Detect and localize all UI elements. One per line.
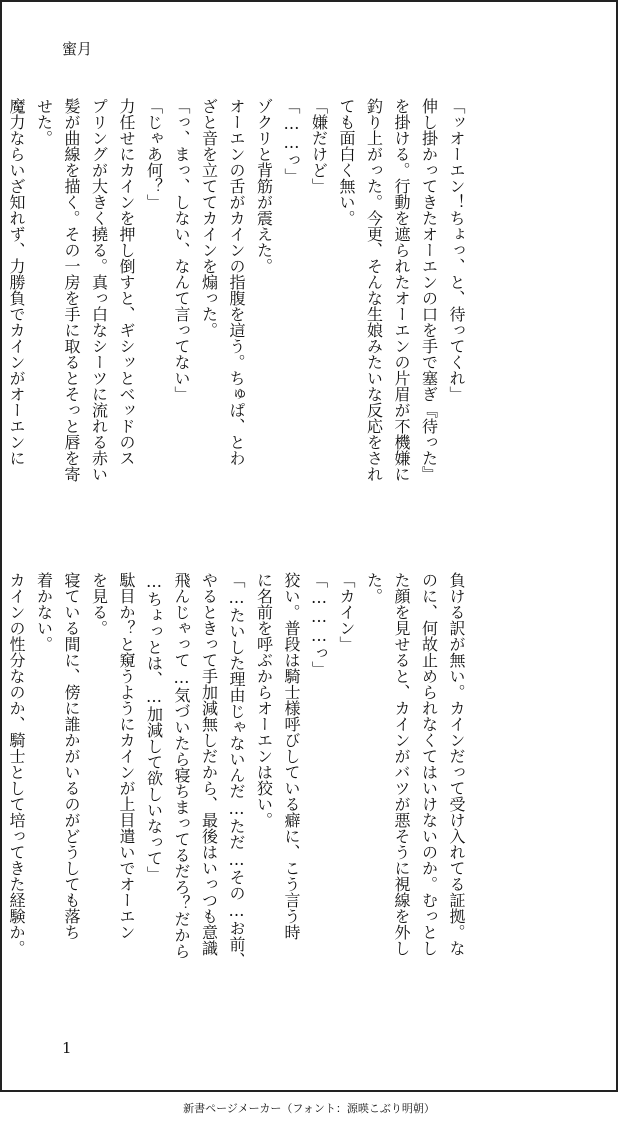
text-line: 「ッオーエン！ちょっ、と、待ってくれ」	[447, 98, 466, 402]
text-line: 「……っ」	[282, 98, 301, 184]
text-line: 「じゃあ何？」	[144, 98, 164, 210]
text-line: 「カイン」	[337, 572, 356, 652]
text-line: 力任せにカインを押し倒すと、ギシッとベッドのス	[117, 98, 136, 466]
text-line: 「………っ」	[309, 572, 329, 677]
text-line: ざと音を立ててカインを煽った。	[199, 98, 219, 338]
text-line: た顔を見せると、カインがバツが悪そうに視線を外し	[392, 572, 411, 956]
text-line: ゾクリと背筋が震えた。	[254, 98, 274, 274]
text-column-bottom	[7, 572, 470, 1008]
text-line: オーエンの舌がカインの指腹を這う。ちゅぱ、とわ	[227, 98, 246, 466]
text-line: 伸し掛かってきたオーエンの口を手で塞ぎ『待った』	[419, 98, 439, 482]
text-line: 着かない。	[34, 572, 54, 652]
chapter-title: 蜜月	[62, 40, 93, 58]
footer-credit: 新書ページメーカー（フォント：源暎こぶり明朝）	[183, 1102, 435, 1115]
text-line: 釣り上がった。今更、そんな生娘みたいな反応をされ	[364, 98, 384, 482]
text-line: プリングが大きく撓る。真っ白なシーツに流れる赤い	[89, 98, 109, 482]
page-number: 1	[62, 1039, 72, 1057]
text-line: 寝ている間に、傍に誰かがいるのがどうしても落ち	[62, 572, 81, 940]
text-line: 「嫌だけど」	[309, 98, 329, 194]
text-line: 駄目か？と窺うようにカインが上目遣いでオーエン	[117, 572, 136, 940]
text-line: せた。	[34, 98, 54, 146]
text-line: 負ける訳が無い。カインだって受け入れてる証拠。な	[447, 572, 466, 956]
text-line: に名前を呼ぶからオーエンは狡い。	[254, 572, 274, 828]
text-line: 髪が曲線を描く。その一房を手に取るとそっと唇を寄	[62, 98, 81, 482]
text-line: を掛ける。行動を遮られたオーエンの片眉が不機嫌に	[392, 98, 411, 482]
text-line: のに、何故止められなくてはいけないのか。むっとし	[419, 572, 439, 956]
text-line: 魔力ならいざ知れず、力勝負でカインがオーエンに	[7, 98, 26, 466]
text-line: カインの性分なのか、騎士として培ってきた経験か。	[7, 572, 26, 956]
text-line: …ちょっとは、…加減して欲しいなって」	[144, 572, 164, 882]
text-line: 「っ、まっ、しない、なんて言ってない」	[172, 98, 191, 402]
text-line: を見る。	[89, 572, 109, 636]
text-line: ても面白く無い。	[337, 98, 356, 226]
text-line: やるときって手加減無しだから、最後はいっつも意識	[199, 572, 219, 956]
text-line: 狡い。普段は騎士様呼びしている癖に、こう言う時	[282, 572, 301, 940]
text-line: た。	[364, 572, 384, 604]
text-line: 飛んじゃって…気づいたら寝ちまってるだろ？だから	[172, 572, 191, 959]
text-column-top	[7, 98, 470, 534]
text-line: 「…たいした理由じゃないんだ…ただ…その…お前、	[227, 572, 246, 968]
